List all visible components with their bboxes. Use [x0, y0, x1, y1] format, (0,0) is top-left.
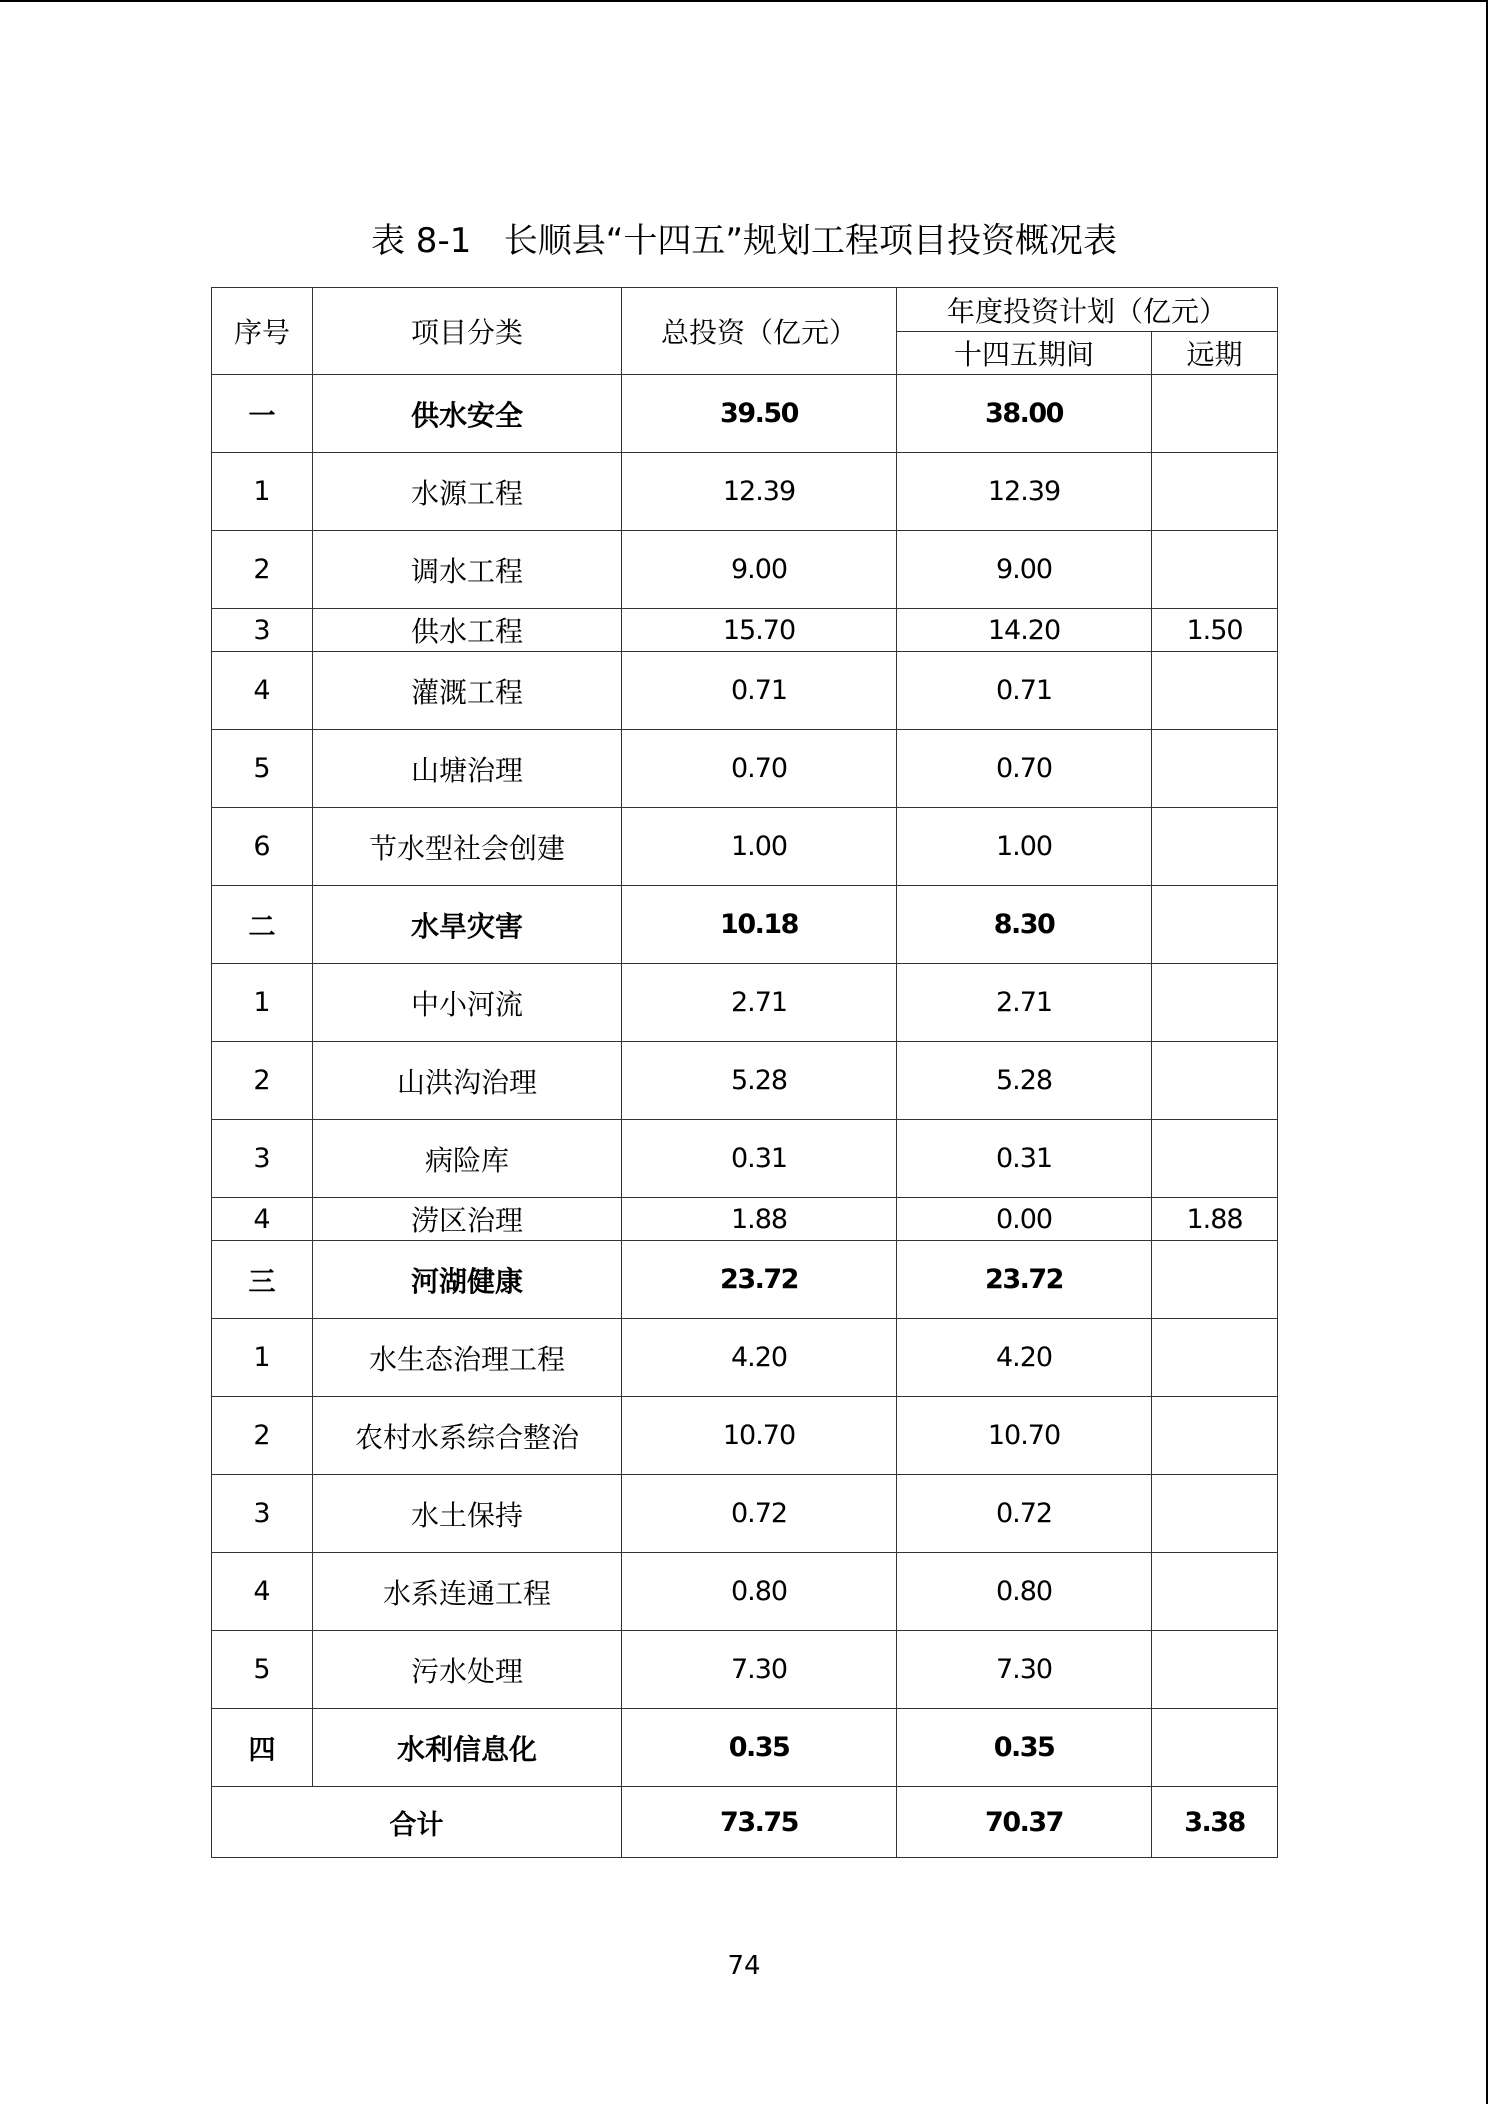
period-cell: 38.00: [897, 375, 1152, 453]
longterm-cell: 1.88: [1152, 1198, 1278, 1241]
total-cell: 0.35: [622, 1709, 897, 1787]
period-cell: 0.80: [897, 1553, 1152, 1631]
table-row: [212, 1397, 1278, 1475]
period-cell: 0.70: [897, 730, 1152, 808]
total-cell: 0.71: [622, 652, 897, 730]
seq-cell: 1: [212, 453, 313, 531]
seq-cell: 4: [212, 1553, 313, 1631]
longterm-cell: [1152, 886, 1278, 964]
period-cell: 9.00: [897, 531, 1152, 609]
seq-cell: 3: [212, 609, 313, 652]
table-row: [212, 1631, 1278, 1709]
category-row: [212, 1709, 1278, 1787]
longterm-cell: [1152, 808, 1278, 886]
total-cell: 0.80: [622, 1553, 897, 1631]
seq-cell: 1: [212, 1319, 313, 1397]
total-label: 合计: [212, 1787, 622, 1858]
longterm-cell: [1152, 1709, 1278, 1787]
name-cell: 水利信息化: [313, 1709, 622, 1787]
table-row: [212, 808, 1278, 886]
seq-cell: 2: [212, 531, 313, 609]
name-cell: 供水工程: [313, 609, 622, 652]
name-cell: 病险库: [313, 1120, 622, 1198]
category-row: [212, 1241, 1278, 1319]
seq-cell: 6: [212, 808, 313, 886]
longterm-cell: [1152, 1631, 1278, 1709]
total-cell: 4.20: [622, 1319, 897, 1397]
total-cell: 0.31: [622, 1120, 897, 1198]
header-category: 项目分类: [313, 288, 622, 375]
period-cell: 0.71: [897, 652, 1152, 730]
header-seq: 序号: [212, 288, 313, 375]
seq-cell: 一: [212, 375, 313, 453]
period-cell: 0.31: [897, 1120, 1152, 1198]
name-cell: 山洪沟治理: [313, 1042, 622, 1120]
header-annual: 年度投资计划（亿元）: [897, 288, 1278, 332]
grand-total: 73.75: [622, 1787, 897, 1858]
grand-longterm: 3.38: [1152, 1787, 1278, 1858]
total-cell: 10.18: [622, 886, 897, 964]
longterm-cell: [1152, 375, 1278, 453]
seq-cell: 1: [212, 964, 313, 1042]
longterm-cell: [1152, 964, 1278, 1042]
name-cell: 河湖健康: [313, 1241, 622, 1319]
category-row: [212, 375, 1278, 453]
longterm-cell: [1152, 1397, 1278, 1475]
seq-cell: 5: [212, 730, 313, 808]
period-cell: 14.20: [897, 609, 1152, 652]
header-period: 十四五期间: [897, 332, 1152, 375]
longterm-cell: [1152, 1042, 1278, 1120]
total-cell: 2.71: [622, 964, 897, 1042]
name-cell: 水土保持: [313, 1475, 622, 1553]
longterm-cell: [1152, 531, 1278, 609]
total-cell: 0.70: [622, 730, 897, 808]
header-total: 总投资（亿元）: [622, 288, 897, 375]
name-cell: 水系连通工程: [313, 1553, 622, 1631]
name-cell: 农村水系综合整治: [313, 1397, 622, 1475]
period-cell: 7.30: [897, 1631, 1152, 1709]
total-cell: 12.39: [622, 453, 897, 531]
period-cell: 0.35: [897, 1709, 1152, 1787]
investment-table: [211, 287, 1278, 1858]
seq-cell: 5: [212, 1631, 313, 1709]
total-cell: 5.28: [622, 1042, 897, 1120]
longterm-cell: [1152, 652, 1278, 730]
name-cell: 水生态治理工程: [313, 1319, 622, 1397]
name-cell: 水源工程: [313, 453, 622, 531]
longterm-cell: [1152, 1241, 1278, 1319]
seq-cell: 四: [212, 1709, 313, 1787]
table-row: [212, 453, 1278, 531]
period-cell: 8.30: [897, 886, 1152, 964]
longterm-cell: [1152, 1120, 1278, 1198]
longterm-cell: [1152, 1553, 1278, 1631]
grand-period: 70.37: [897, 1787, 1152, 1858]
name-cell: 涝区治理: [313, 1198, 622, 1241]
longterm-cell: 1.50: [1152, 609, 1278, 652]
table-row: [212, 1553, 1278, 1631]
table-row: [212, 1319, 1278, 1397]
table-row: [212, 609, 1278, 652]
table-row: [212, 652, 1278, 730]
table-row: [212, 1198, 1278, 1241]
seq-cell: 二: [212, 886, 313, 964]
period-cell: 4.20: [897, 1319, 1152, 1397]
total-cell: 0.72: [622, 1475, 897, 1553]
total-cell: 9.00: [622, 531, 897, 609]
seq-cell: 4: [212, 652, 313, 730]
name-cell: 污水处理: [313, 1631, 622, 1709]
total-cell: 39.50: [622, 375, 897, 453]
seq-cell: 3: [212, 1475, 313, 1553]
total-cell: 1.00: [622, 808, 897, 886]
name-cell: 调水工程: [313, 531, 622, 609]
total-cell: 1.88: [622, 1198, 897, 1241]
name-cell: 节水型社会创建: [313, 808, 622, 886]
name-cell: 灌溉工程: [313, 652, 622, 730]
table-row: [212, 531, 1278, 609]
longterm-cell: [1152, 1475, 1278, 1553]
table-row: [212, 730, 1278, 808]
name-cell: 供水安全: [313, 375, 622, 453]
seq-cell: 三: [212, 1241, 313, 1319]
name-cell: 中小河流: [313, 964, 622, 1042]
category-row: [212, 886, 1278, 964]
seq-cell: 2: [212, 1397, 313, 1475]
total-row: [212, 1787, 1278, 1858]
header-row: [212, 288, 1278, 332]
top-border-line: [0, 0, 1488, 2]
total-cell: 23.72: [622, 1241, 897, 1319]
table-row: [212, 1120, 1278, 1198]
seq-cell: 4: [212, 1198, 313, 1241]
period-cell: 2.71: [897, 964, 1152, 1042]
longterm-cell: [1152, 1319, 1278, 1397]
name-cell: 山塘治理: [313, 730, 622, 808]
period-cell: 23.72: [897, 1241, 1152, 1319]
page-number: 74: [727, 1951, 761, 1981]
seq-cell: 2: [212, 1042, 313, 1120]
period-cell: 1.00: [897, 808, 1152, 886]
total-cell: 15.70: [622, 609, 897, 652]
total-cell: 7.30: [622, 1631, 897, 1709]
table-caption: 表 8-1 长顺县“十四五”规划工程项目投资概况表: [371, 221, 1117, 261]
period-cell: 12.39: [897, 453, 1152, 531]
period-cell: 10.70: [897, 1397, 1152, 1475]
longterm-cell: [1152, 453, 1278, 531]
longterm-cell: [1152, 730, 1278, 808]
table-row: [212, 1042, 1278, 1120]
period-cell: 5.28: [897, 1042, 1152, 1120]
table-row: [212, 964, 1278, 1042]
name-cell: 水旱灾害: [313, 886, 622, 964]
header-longterm: 远期: [1152, 332, 1278, 375]
period-cell: 0.00: [897, 1198, 1152, 1241]
period-cell: 0.72: [897, 1475, 1152, 1553]
table-row: [212, 1475, 1278, 1553]
total-cell: 10.70: [622, 1397, 897, 1475]
seq-cell: 3: [212, 1120, 313, 1198]
